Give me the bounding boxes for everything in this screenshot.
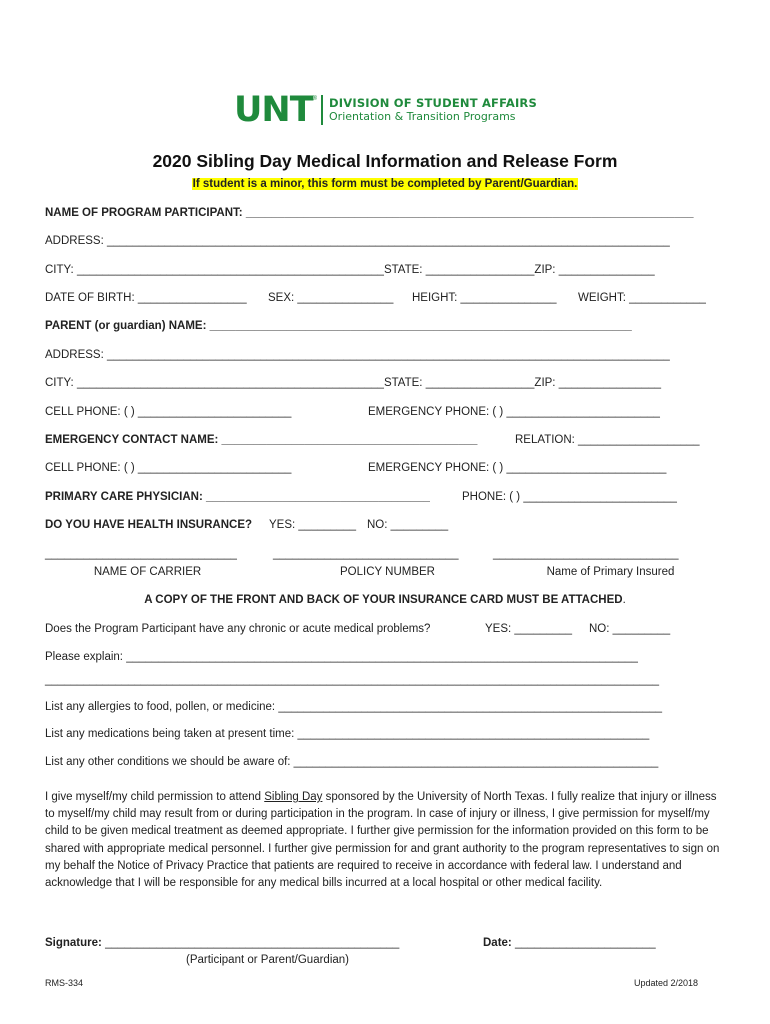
date-row	[483, 937, 656, 949]
logo-department	[329, 96, 537, 124]
chronic-problems-question: Does the Program Participant have any chronic or acute medical problems?	[45, 623, 431, 635]
emergency-phone-field[interactable]: EMERGENCY PHONE: ( ) _________________________	[368, 462, 667, 474]
form-title: 2020 Sibling Day Medical Information and Release Form	[152, 151, 618, 171]
form-subtitle: If student is a minor, this form must be completed by Parent/Guardian.	[192, 178, 578, 190]
chronic-no-field[interactable]: NO: _________	[589, 623, 671, 635]
release-event-name: Sibling Day	[264, 791, 323, 803]
logo-department-line1: DIVISION OF STUDENT AFFAIRS	[329, 96, 537, 110]
form-code: RMS-334	[45, 978, 84, 988]
insurance-question: DO YOU HAVE HEALTH INSURANCE?	[45, 519, 253, 531]
logo-registered-mark: ®	[312, 96, 318, 102]
logo-wordmark: UNT	[234, 90, 313, 130]
signature-line[interactable]: ______________________________________________	[101, 937, 400, 949]
other-conditions-field[interactable]: List any other conditions we should be aware of: _________________________________________________________	[45, 756, 659, 768]
signature-caption: (Participant or Parent/Guardian)	[186, 954, 349, 966]
participant-city-state-zip-field[interactable]: CITY: ________________________________________________STATE: _________________ZIP: _______________	[45, 264, 655, 276]
parent-name-field[interactable]: PARENT (or guardian) NAME: __________________________________________________________________	[45, 320, 632, 332]
insurance-card-notice	[0, 594, 770, 606]
parent-emergency-phone-field[interactable]: EMERGENCY PHONE: ( ) ________________________	[368, 406, 660, 418]
insurance-yes-field[interactable]: YES: _________	[269, 519, 356, 531]
emergency-relation-field[interactable]: RELATION: ___________________	[515, 434, 700, 446]
physician-name-field[interactable]: PRIMARY CARE PHYSICIAN: ___________________________________	[45, 491, 430, 503]
allergies-field[interactable]: List any allergies to food, pollen, or medicine: ____________________________________________________________	[45, 701, 663, 713]
explain-continuation-field[interactable]: ________________________________________________________________________________________________	[45, 674, 659, 686]
chronic-yes-field[interactable]: YES: _________	[485, 623, 572, 635]
signature-row	[45, 937, 399, 949]
parent-address-field[interactable]: ADDRESS: ________________________________________________________________________________________	[45, 349, 670, 361]
logo-department-line2: Orientation & Transition Programs	[329, 110, 516, 123]
physician-phone-field[interactable]: PHONE: ( ) ________________________	[462, 491, 677, 503]
release-text-start: I give myself/my child permission to attend	[45, 791, 265, 803]
signature-label: Signature:	[45, 937, 102, 949]
carrier-name-field[interactable]: ______________________________	[45, 548, 237, 560]
medications-field[interactable]: List any medications being taken at present time: _______________________________________________________	[45, 728, 650, 740]
participant-sex-field[interactable]: SEX: _______________	[268, 292, 394, 304]
insurance-no-field[interactable]: NO: _________	[367, 519, 449, 531]
insurance-card-notice-text: A COPY OF THE FRONT AND BACK OF YOUR INSURANCE CARD MUST BE ATTACHED	[144, 594, 623, 606]
primary-insured-field[interactable]: _____________________________	[493, 548, 679, 560]
emergency-contact-name-field[interactable]: EMERGENCY CONTACT NAME: ________________________________________	[45, 434, 478, 446]
date-label: Date:	[483, 937, 512, 949]
participant-height-field[interactable]: HEIGHT: _______________	[412, 292, 557, 304]
updated-date: Updated 2/2018	[634, 978, 699, 988]
emergency-cell-phone-field[interactable]: CELL PHONE: ( ) ________________________	[45, 462, 292, 474]
participant-dob-field[interactable]: DATE OF BIRTH: _________________	[45, 292, 247, 304]
explain-field[interactable]: Please explain: ________________________________________________________________________________	[45, 651, 638, 663]
primary-insured-label: Name of Primary Insured	[546, 566, 675, 578]
participant-address-field[interactable]: ADDRESS: ________________________________________________________________________________________	[45, 235, 670, 247]
insurance-card-notice-period: .	[622, 594, 626, 606]
form-subtitle-wrap	[0, 174, 770, 192]
parent-cell-phone-field[interactable]: CELL PHONE: ( ) ________________________	[45, 406, 292, 418]
logo-divider	[321, 95, 323, 125]
unt-logo	[234, 92, 537, 128]
policy-number-field[interactable]: _____________________________	[273, 548, 459, 560]
policy-number-label: POLICY NUMBER	[339, 566, 435, 578]
carrier-label: NAME OF CARRIER	[93, 566, 202, 578]
participant-name-field[interactable]: NAME OF PROGRAM PARTICIPANT: ______________________________________________________________________	[45, 207, 694, 219]
participant-weight-field[interactable]: WEIGHT: ____________	[578, 292, 706, 304]
parent-city-state-zip-field[interactable]: CITY: ________________________________________________STATE: _________________ZIP: ________________	[45, 377, 662, 389]
release-text-body: sponsored by the University of North Texas. I fully realize that injury or illness to myself/my child may result from or during participation in the program. In case of injury or illness, I give permission for myself/my child to be given medical treatment as deemed appropriate. I further give permission for the information provided on this form to be shared with appropriate medical personnel. I further give permission for and grant authority to the program representatives to sign on my behalf the Notice of Privacy Practice that patients are required to receive in accordance with federal law. I understand and acknowledge that I will be responsible for any medical bills incurred at a local hospital or other medical facility.	[45, 791, 720, 890]
release-paragraph	[45, 789, 725, 892]
date-line[interactable]: ______________________	[511, 937, 656, 949]
